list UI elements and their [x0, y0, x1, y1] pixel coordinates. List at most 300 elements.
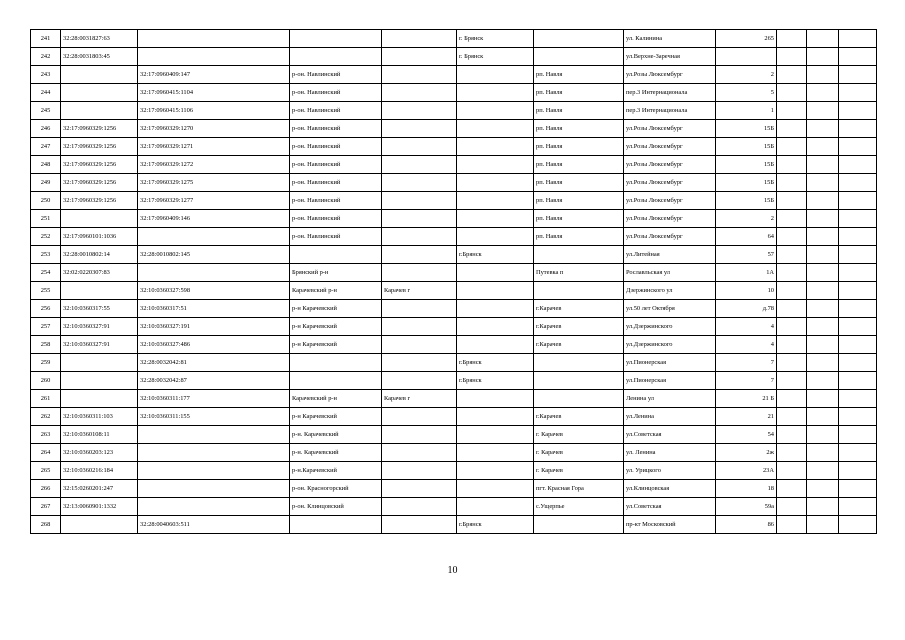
city-cell — [457, 228, 534, 246]
empty-cell-3 — [839, 300, 877, 318]
locality-cell — [382, 48, 457, 66]
cadastral-number-cell: 32:17:0960329:1256 — [61, 138, 138, 156]
table-row — [31, 282, 877, 300]
table-row — [31, 48, 877, 66]
cadastral-number-2-cell — [138, 444, 290, 462]
city-cell — [457, 444, 534, 462]
settlement-cell: рп. Навля — [534, 156, 624, 174]
street-cell: Ленина ул — [624, 390, 716, 408]
locality-cell — [382, 66, 457, 84]
house-number-cell: 64 — [716, 228, 777, 246]
street-cell: ул.Дзержинского — [624, 318, 716, 336]
city-cell — [457, 480, 534, 498]
street-cell: ул. Урицкого — [624, 462, 716, 480]
empty-cell-2 — [807, 192, 839, 210]
house-number-cell: 2 — [716, 210, 777, 228]
cadastral-number-cell: 32:28:0010802:14 — [61, 246, 138, 264]
empty-cell-2 — [807, 30, 839, 48]
cadastral-number-2-cell — [138, 462, 290, 480]
house-number-cell: 54 — [716, 426, 777, 444]
house-number-cell: 265 — [716, 30, 777, 48]
cadastral-number-cell: 32:13:0060901:1332 — [61, 498, 138, 516]
locality-cell — [382, 336, 457, 354]
city-cell — [457, 84, 534, 102]
city-cell — [457, 66, 534, 84]
empty-cell-3 — [839, 336, 877, 354]
street-cell: ул. Калинина — [624, 30, 716, 48]
table-row — [31, 498, 877, 516]
row-number-cell: 250 — [31, 192, 61, 210]
empty-cell-2 — [807, 372, 839, 390]
cadastral-number-cell — [61, 372, 138, 390]
house-number-cell: 15Б — [716, 138, 777, 156]
street-cell: пер.3 Интернационала — [624, 84, 716, 102]
house-number-cell: 15Б — [716, 156, 777, 174]
city-cell — [457, 426, 534, 444]
empty-cell-1 — [777, 516, 807, 534]
settlement-cell — [534, 30, 624, 48]
table-row — [31, 102, 877, 120]
street-cell: ул.Ленина — [624, 408, 716, 426]
empty-cell-1 — [777, 66, 807, 84]
district-cell: Карачевский р-н — [290, 390, 382, 408]
cadastral-number-2-cell: 32:10:0360327:191 — [138, 318, 290, 336]
page-number: 10 — [447, 565, 458, 576]
table-row — [31, 210, 877, 228]
locality-cell — [382, 84, 457, 102]
locality-cell — [382, 192, 457, 210]
empty-cell-3 — [839, 192, 877, 210]
empty-cell-1 — [777, 192, 807, 210]
empty-cell-1 — [777, 408, 807, 426]
empty-cell-2 — [807, 354, 839, 372]
table-row — [31, 390, 877, 408]
settlement-cell: г. Карачев — [534, 462, 624, 480]
settlement-cell: г.Карачев — [534, 336, 624, 354]
locality-cell — [382, 246, 457, 264]
locality-cell — [382, 408, 457, 426]
cadastral-number-2-cell — [138, 426, 290, 444]
street-cell: Дзержинского ул — [624, 282, 716, 300]
cadastral-number-cell — [61, 66, 138, 84]
house-number-cell: 21 Б — [716, 390, 777, 408]
street-cell: ул.Розы Люксембург — [624, 120, 716, 138]
house-number-cell: 7 — [716, 354, 777, 372]
settlement-cell: рп. Навля — [534, 120, 624, 138]
street-cell: ул.Розы Люксембург — [624, 66, 716, 84]
city-cell — [457, 120, 534, 138]
city-cell — [457, 390, 534, 408]
empty-cell-3 — [839, 174, 877, 192]
cadastral-number-2-cell — [138, 264, 290, 282]
district-cell: р-он. Навлинский — [290, 84, 382, 102]
settlement-cell: рп. Навля — [534, 192, 624, 210]
cadastral-number-cell: 32:10:0360327:91 — [61, 318, 138, 336]
street-cell: ул.Розы Люксембург — [624, 228, 716, 246]
empty-cell-2 — [807, 138, 839, 156]
empty-cell-2 — [807, 210, 839, 228]
cadastral-number-2-cell: 32:17:0960415:1106 — [138, 102, 290, 120]
row-number-cell: 245 — [31, 102, 61, 120]
row-number-cell: 255 — [31, 282, 61, 300]
empty-cell-3 — [839, 408, 877, 426]
house-number-cell: 59а — [716, 498, 777, 516]
settlement-cell: рп. Навля — [534, 138, 624, 156]
empty-cell-2 — [807, 480, 839, 498]
cadastral-number-2-cell: 32:17:0960329:1272 — [138, 156, 290, 174]
cadastral-number-2-cell: 32:17:0960329:1275 — [138, 174, 290, 192]
cadastral-number-cell: 32:10:0360327:91 — [61, 336, 138, 354]
city-cell: г. Брянск — [457, 30, 534, 48]
cadastral-number-cell: 32:10:0360317:55 — [61, 300, 138, 318]
settlement-cell — [534, 372, 624, 390]
locality-cell — [382, 210, 457, 228]
house-number-cell: 2 — [716, 66, 777, 84]
table-row — [31, 444, 877, 462]
table-row — [31, 318, 877, 336]
empty-cell-2 — [807, 426, 839, 444]
city-cell — [457, 300, 534, 318]
district-cell: р-н Карачевский — [290, 336, 382, 354]
empty-cell-3 — [839, 156, 877, 174]
empty-cell-2 — [807, 300, 839, 318]
empty-cell-1 — [777, 354, 807, 372]
empty-cell-3 — [839, 138, 877, 156]
house-number-cell: 15Б — [716, 120, 777, 138]
settlement-cell: г.Карачев — [534, 408, 624, 426]
district-cell: р-н Карачевский — [290, 300, 382, 318]
row-number-cell: 262 — [31, 408, 61, 426]
row-number-cell: 266 — [31, 480, 61, 498]
table-row — [31, 228, 877, 246]
settlement-cell: рп. Навля — [534, 66, 624, 84]
empty-cell-3 — [839, 48, 877, 66]
city-cell — [457, 264, 534, 282]
empty-cell-1 — [777, 480, 807, 498]
empty-cell-2 — [807, 156, 839, 174]
cadastral-number-cell — [61, 210, 138, 228]
row-number-cell: 243 — [31, 66, 61, 84]
settlement-cell — [534, 282, 624, 300]
empty-cell-1 — [777, 336, 807, 354]
street-cell: ул.Пионерская — [624, 372, 716, 390]
city-cell: г.Брянск — [457, 246, 534, 264]
cadastral-number-cell: 32:10:0360311:103 — [61, 408, 138, 426]
empty-cell-1 — [777, 174, 807, 192]
row-number-cell: 256 — [31, 300, 61, 318]
empty-cell-3 — [839, 444, 877, 462]
empty-cell-2 — [807, 390, 839, 408]
empty-cell-1 — [777, 462, 807, 480]
settlement-cell: рп. Навля — [534, 210, 624, 228]
table-row — [31, 336, 877, 354]
cadastral-number-2-cell: 32:10:0360311:155 — [138, 408, 290, 426]
city-cell — [457, 210, 534, 228]
row-number-cell: 251 — [31, 210, 61, 228]
street-cell: ул.Дзержинского — [624, 336, 716, 354]
settlement-cell: г.Карачев — [534, 318, 624, 336]
locality-cell — [382, 300, 457, 318]
street-cell: ул.Литейная — [624, 246, 716, 264]
empty-cell-1 — [777, 444, 807, 462]
house-number-cell: 4 — [716, 318, 777, 336]
row-number-cell: 254 — [31, 264, 61, 282]
house-number-cell: 7 — [716, 372, 777, 390]
district-cell: р-он. Навлинский — [290, 102, 382, 120]
cadastral-number-cell — [61, 102, 138, 120]
cadastral-number-2-cell: 32:17:0960329:1271 — [138, 138, 290, 156]
locality-cell — [382, 516, 457, 534]
district-cell: р-он. Навлинский — [290, 174, 382, 192]
city-cell: г.Брянск — [457, 516, 534, 534]
city-cell: г.Брянск — [457, 372, 534, 390]
district-cell — [290, 354, 382, 372]
settlement-cell: г. Карачев — [534, 444, 624, 462]
empty-cell-3 — [839, 210, 877, 228]
locality-cell — [382, 480, 457, 498]
house-number-cell: 5 — [716, 84, 777, 102]
district-cell: р-он. Навлинский — [290, 138, 382, 156]
empty-cell-1 — [777, 498, 807, 516]
district-cell: р-н. Карачевский — [290, 426, 382, 444]
cadastral-number-2-cell: 32:28:0032042:81 — [138, 354, 290, 372]
row-number-cell: 253 — [31, 246, 61, 264]
cadastral-number-2-cell — [138, 228, 290, 246]
table-row — [31, 120, 877, 138]
table-row — [31, 354, 877, 372]
empty-cell-2 — [807, 444, 839, 462]
street-cell: ул.Розы Люксембург — [624, 210, 716, 228]
district-cell: р-он. Навлинский — [290, 66, 382, 84]
district-cell: р-он. Навлинский — [290, 192, 382, 210]
street-cell: ул.Советская — [624, 498, 716, 516]
empty-cell-2 — [807, 408, 839, 426]
table-row — [31, 192, 877, 210]
cadastral-number-2-cell: 32:17:0960409:147 — [138, 66, 290, 84]
settlement-cell — [534, 354, 624, 372]
cadastral-number-2-cell: 32:10:0360317:51 — [138, 300, 290, 318]
table-row — [31, 156, 877, 174]
cadastral-number-cell: 32:28:0031803:45 — [61, 48, 138, 66]
house-number-cell: 86 — [716, 516, 777, 534]
empty-cell-1 — [777, 372, 807, 390]
empty-cell-2 — [807, 48, 839, 66]
house-number-cell: 15Б — [716, 192, 777, 210]
district-cell: р-н. Карачевский — [290, 444, 382, 462]
table-row — [31, 246, 877, 264]
row-number-cell: 265 — [31, 462, 61, 480]
district-cell: р-н.Карачевский — [290, 462, 382, 480]
house-number-cell: 18 — [716, 480, 777, 498]
locality-cell — [382, 228, 457, 246]
cadastral-number-cell: 32:17:0960329:1256 — [61, 120, 138, 138]
row-number-cell: 260 — [31, 372, 61, 390]
locality-cell: Карачев г — [382, 390, 457, 408]
locality-cell — [382, 462, 457, 480]
row-number-cell: 258 — [31, 336, 61, 354]
district-cell: Брянский р-н — [290, 264, 382, 282]
row-number-cell: 242 — [31, 48, 61, 66]
house-number-cell: 2ж — [716, 444, 777, 462]
cadastral-number-2-cell: 32:17:0960415:1104 — [138, 84, 290, 102]
district-cell: р-он. Клинцовский — [290, 498, 382, 516]
empty-cell-3 — [839, 120, 877, 138]
district-cell: р-он. Навлинский — [290, 120, 382, 138]
district-cell — [290, 372, 382, 390]
cadastral-number-cell — [61, 516, 138, 534]
district-cell: р-он. Навлинский — [290, 210, 382, 228]
row-number-cell: 263 — [31, 426, 61, 444]
district-cell: р-он. Навлинский — [290, 228, 382, 246]
cadastral-number-cell: 32:17:0960329:1256 — [61, 156, 138, 174]
empty-cell-1 — [777, 102, 807, 120]
street-cell: пр-кт Московский — [624, 516, 716, 534]
empty-cell-1 — [777, 156, 807, 174]
cadastral-number-2-cell: 32:10:0360327:486 — [138, 336, 290, 354]
street-cell: ул.Розы Люксембург — [624, 192, 716, 210]
cadastral-number-cell: 32:28:0031827:63 — [61, 30, 138, 48]
empty-cell-3 — [839, 102, 877, 120]
table-row — [31, 516, 877, 534]
row-number-cell: 244 — [31, 84, 61, 102]
settlement-cell: пгт. Красная Гора — [534, 480, 624, 498]
empty-cell-1 — [777, 84, 807, 102]
settlement-cell: рп. Навля — [534, 102, 624, 120]
district-cell: р-н Карачевский — [290, 408, 382, 426]
street-cell: ул.Клинцовская — [624, 480, 716, 498]
street-cell: пер.3 Интернационала — [624, 102, 716, 120]
empty-cell-3 — [839, 66, 877, 84]
settlement-cell: рп. Навля — [534, 228, 624, 246]
locality-cell: Карачев г — [382, 282, 457, 300]
empty-cell-2 — [807, 102, 839, 120]
row-number-cell: 257 — [31, 318, 61, 336]
table-row — [31, 480, 877, 498]
cadastral-number-2-cell — [138, 498, 290, 516]
locality-cell — [382, 264, 457, 282]
table-row — [31, 30, 877, 48]
empty-cell-2 — [807, 174, 839, 192]
settlement-cell: г. Карачев — [534, 426, 624, 444]
empty-cell-2 — [807, 84, 839, 102]
row-number-cell: 249 — [31, 174, 61, 192]
house-number-cell: 1А — [716, 264, 777, 282]
settlement-cell: рп. Навля — [534, 174, 624, 192]
empty-cell-3 — [839, 318, 877, 336]
locality-cell — [382, 120, 457, 138]
empty-cell-2 — [807, 120, 839, 138]
cadastral-number-cell: 32:17:0960329:1256 — [61, 192, 138, 210]
empty-cell-3 — [839, 516, 877, 534]
cadastral-number-2-cell — [138, 480, 290, 498]
street-cell: ул.Пионерская — [624, 354, 716, 372]
city-cell — [457, 336, 534, 354]
empty-cell-3 — [839, 372, 877, 390]
empty-cell-1 — [777, 318, 807, 336]
empty-cell-2 — [807, 246, 839, 264]
empty-cell-1 — [777, 264, 807, 282]
city-cell — [457, 138, 534, 156]
house-number-cell: 10 — [716, 282, 777, 300]
house-number-cell: 4 — [716, 336, 777, 354]
row-number-cell: 261 — [31, 390, 61, 408]
district-cell — [290, 48, 382, 66]
row-number-cell: 247 — [31, 138, 61, 156]
row-number-cell: 252 — [31, 228, 61, 246]
cadastral-number-cell: 32:10:0360108:11 — [61, 426, 138, 444]
city-cell — [457, 408, 534, 426]
empty-cell-3 — [839, 498, 877, 516]
row-number-cell: 246 — [31, 120, 61, 138]
locality-cell — [382, 318, 457, 336]
street-cell: ул.Советская — [624, 426, 716, 444]
street-cell: ул.Розы Люксембург — [624, 174, 716, 192]
cadastral-number-2-cell: 32:17:0960329:1277 — [138, 192, 290, 210]
house-number-cell — [716, 48, 777, 66]
cadastral-number-cell: 32:17:0960101:1036 — [61, 228, 138, 246]
empty-cell-1 — [777, 48, 807, 66]
house-number-cell: 15Б — [716, 174, 777, 192]
table-row — [31, 66, 877, 84]
empty-cell-3 — [839, 246, 877, 264]
empty-cell-2 — [807, 318, 839, 336]
empty-cell-2 — [807, 516, 839, 534]
city-cell — [457, 318, 534, 336]
empty-cell-1 — [777, 138, 807, 156]
district-cell: р-он. Навлинский — [290, 156, 382, 174]
empty-cell-3 — [839, 390, 877, 408]
locality-cell — [382, 444, 457, 462]
cadastral-number-2-cell — [138, 48, 290, 66]
city-cell — [457, 192, 534, 210]
locality-cell — [382, 498, 457, 516]
city-cell — [457, 498, 534, 516]
cadastral-number-2-cell: 32:28:0032042:87 — [138, 372, 290, 390]
city-cell — [457, 282, 534, 300]
empty-cell-2 — [807, 264, 839, 282]
cadastral-number-cell: 32:02:0220307:83 — [61, 264, 138, 282]
street-cell: ул. Ленина — [624, 444, 716, 462]
district-cell: Карачевский р-н — [290, 282, 382, 300]
empty-cell-3 — [839, 84, 877, 102]
row-number-cell: 241 — [31, 30, 61, 48]
city-cell — [457, 156, 534, 174]
row-number-cell: 259 — [31, 354, 61, 372]
cadastral-number-cell: 32:10:0360216:184 — [61, 462, 138, 480]
locality-cell — [382, 102, 457, 120]
settlement-cell: рп. Навля — [534, 84, 624, 102]
locality-cell — [382, 426, 457, 444]
city-cell: г. Брянск — [457, 48, 534, 66]
empty-cell-1 — [777, 30, 807, 48]
street-cell: ул.Розы Люксембург — [624, 156, 716, 174]
cadastral-number-cell — [61, 84, 138, 102]
empty-cell-1 — [777, 282, 807, 300]
house-number-cell: 21 — [716, 408, 777, 426]
empty-cell-1 — [777, 246, 807, 264]
street-cell: ул.50 лет Октября — [624, 300, 716, 318]
house-number-cell: 57 — [716, 246, 777, 264]
empty-cell-2 — [807, 282, 839, 300]
empty-cell-2 — [807, 462, 839, 480]
city-cell: г.Брянск — [457, 354, 534, 372]
settlement-cell — [534, 516, 624, 534]
row-number-cell: 248 — [31, 156, 61, 174]
row-number-cell: 268 — [31, 516, 61, 534]
registry-table — [30, 29, 877, 534]
cadastral-number-2-cell: 32:17:0960409:146 — [138, 210, 290, 228]
cadastral-number-cell — [61, 282, 138, 300]
